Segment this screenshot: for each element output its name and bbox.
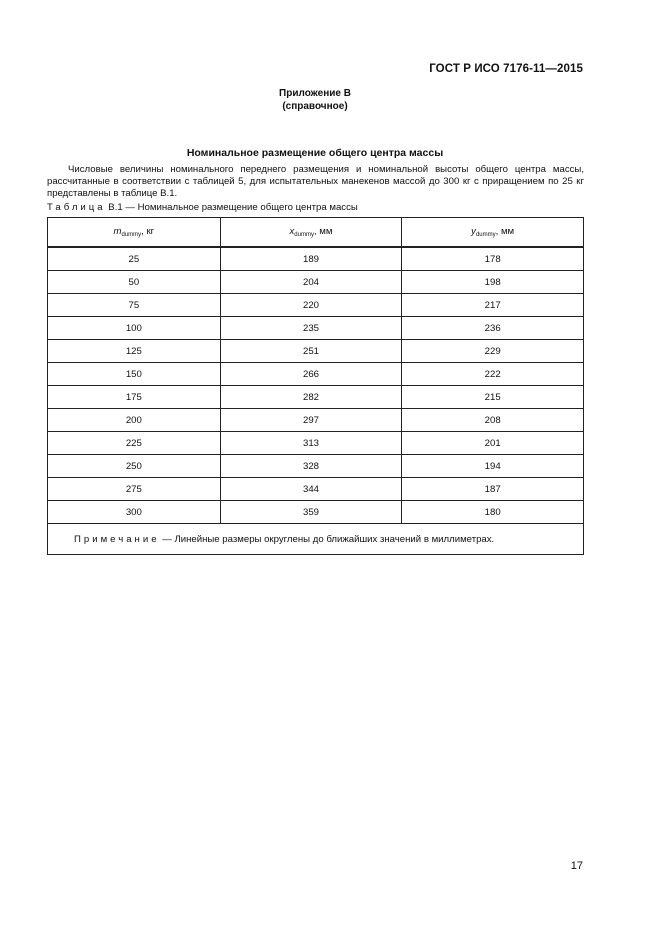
table-cell: 300 [48, 501, 221, 524]
table-note [48, 524, 584, 555]
table-row [48, 363, 584, 386]
table-cell: 208 [402, 409, 584, 432]
header-unit: , кг [141, 226, 155, 237]
table-cell: 344 [220, 478, 402, 501]
table-row [48, 271, 584, 294]
table-cell: 50 [48, 271, 221, 294]
table-cell: 220 [220, 294, 402, 317]
table-cell: 217 [402, 294, 584, 317]
table-cell: 180 [402, 501, 584, 524]
table-cell: 178 [402, 247, 584, 271]
header-symbol: x [289, 226, 295, 237]
table-cell: 222 [402, 363, 584, 386]
table-row [48, 432, 584, 455]
table-cell: 266 [220, 363, 402, 386]
table-header-row [48, 218, 584, 248]
table-caption-text: В.1 — Номинальное размещение общего центра массы [108, 202, 358, 213]
table-cell: 187 [402, 478, 584, 501]
header-symbol: y [471, 226, 476, 237]
table-cell: 25 [48, 247, 221, 271]
table-cell: 125 [48, 340, 221, 363]
table-cell: 200 [48, 409, 221, 432]
table-cell: 201 [402, 432, 584, 455]
column-header [48, 218, 221, 248]
annex-heading [0, 88, 630, 113]
header-unit: , мм [495, 226, 515, 237]
table-row [48, 455, 584, 478]
table-cell: 215 [402, 386, 584, 409]
table-cell: 75 [48, 294, 221, 317]
header-subscript: dummy [294, 232, 314, 238]
table-row [48, 340, 584, 363]
table-cell: 204 [220, 271, 402, 294]
section-title: Номинальное размещение общего центра массы [186, 147, 444, 159]
page-number: 17 [570, 860, 583, 872]
table-cell: 198 [402, 271, 584, 294]
table-cell: 150 [48, 363, 221, 386]
column-header [220, 218, 402, 248]
table-row [48, 317, 584, 340]
table-row [48, 409, 584, 432]
table-cell: 100 [48, 317, 221, 340]
table-cell: 194 [402, 455, 584, 478]
annex-subtitle: (справочное) [282, 100, 348, 112]
table-cell: 275 [48, 478, 221, 501]
center-of-mass-table [47, 217, 584, 555]
table-cell: 282 [220, 386, 402, 409]
document-code: ГОСТ Р ИСО 7176-11—2015 [429, 63, 583, 75]
table-row [48, 501, 584, 524]
table-cell: 359 [220, 501, 402, 524]
header-symbol: m [113, 226, 122, 237]
note-text: — Линейные размеры округлены до ближайших значений в миллиметрах. [159, 533, 495, 545]
header-subscript: dummy [475, 232, 496, 238]
table-cell: 251 [220, 340, 402, 363]
note-label: Примечание [74, 533, 160, 545]
table-cell: 235 [220, 317, 402, 340]
body-paragraph: Числовые величины номинального переднего размещения и номинальной высоты общего центра массы, рассчитанные в соответствии с таблицей 5, для испытательных манекенов массой до 300 кг с приращением по 25 кг представлены в таблице В.1. [47, 164, 584, 200]
header-subscript: dummy [121, 232, 142, 238]
column-header [402, 218, 584, 248]
table-row [48, 294, 584, 317]
table-cell: 175 [48, 386, 221, 409]
table-cell: 313 [220, 432, 402, 455]
table-note-row [48, 524, 584, 555]
header-unit: , мм [313, 226, 333, 237]
table-cell: 250 [48, 455, 221, 478]
table-cell: 328 [220, 455, 402, 478]
table-cell: 225 [48, 432, 221, 455]
table-cell: 236 [402, 317, 584, 340]
table-caption-label: Таблица [47, 202, 106, 213]
table-row [48, 478, 584, 501]
table-row [48, 247, 584, 271]
table-cell: 297 [220, 409, 402, 432]
table-cell: 229 [402, 340, 584, 363]
table-cell: 189 [220, 247, 402, 271]
table-row [48, 386, 584, 409]
table-caption [47, 202, 358, 213]
annex-title: Приложение В [279, 88, 351, 99]
